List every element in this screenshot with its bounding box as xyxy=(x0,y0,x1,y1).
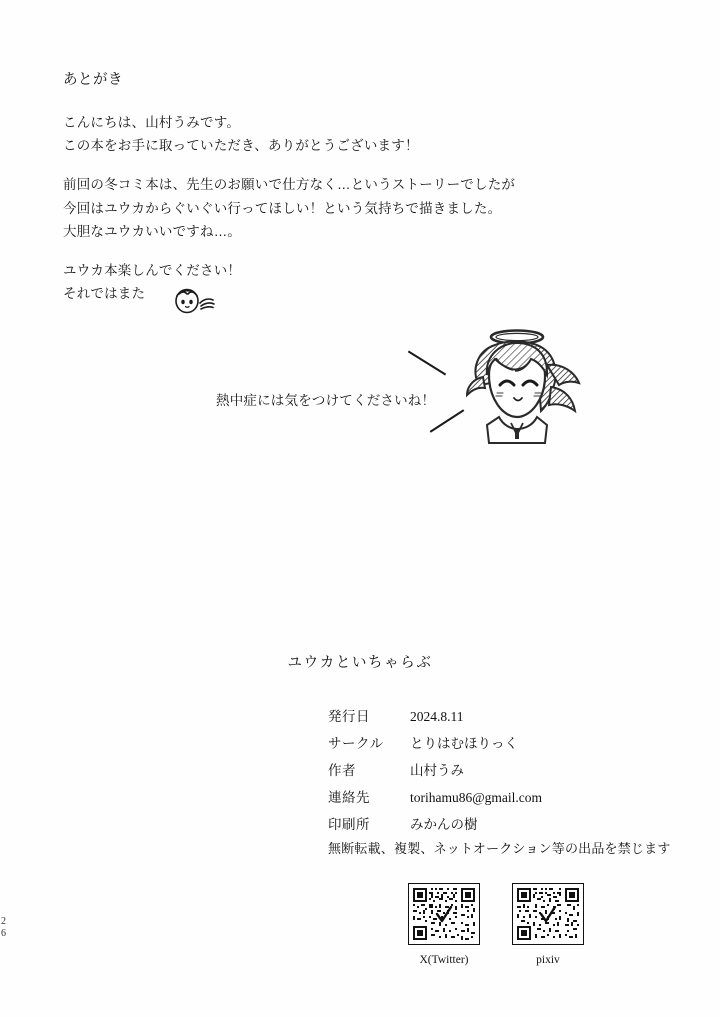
colophon-value-email: torihamu86@gmail.com xyxy=(410,789,543,805)
colophon-row xyxy=(328,736,668,753)
colophon-table xyxy=(328,709,668,843)
colophon-row xyxy=(328,763,668,780)
afterword-line: この本をお手に取っていただき、ありがとうございます！ xyxy=(63,138,419,154)
colophon-key: 作者 xyxy=(328,762,356,778)
afterword-line: 大胆なユウカいいですね…。 xyxy=(63,223,242,239)
afterword-line: それではまた xyxy=(63,286,146,302)
afterword-line: こんにちは、山村うみです。 xyxy=(63,115,241,130)
heat-warning-text: 熱中症には気をつけてくださいね！ xyxy=(216,393,436,408)
check-icon xyxy=(539,906,557,924)
colophon-value: 2024.8.11 xyxy=(410,709,464,724)
colophon-title: ユウカといちゃらぶ xyxy=(287,655,433,671)
afterword-section xyxy=(63,68,653,324)
page-number-digit-bottom: 6 xyxy=(1,927,6,939)
afterword-line: ユウカ本楽しんでください！ xyxy=(63,263,242,279)
afterword-line: 今回はユウカからぐいぐい行ってほしい！という気持ちで描きました。 xyxy=(63,200,502,216)
afterword-paragraph-3 xyxy=(63,259,653,305)
colophon-value: 山村うみ xyxy=(410,762,464,778)
colophon-row xyxy=(328,709,668,726)
small-chibi-doodle-icon xyxy=(170,285,216,315)
qr-pixiv[interactable] xyxy=(512,883,584,966)
speed-line-icon xyxy=(408,350,446,375)
colophon-key: 印刷所 xyxy=(328,816,370,832)
page-number-digit-top: 2 xyxy=(1,916,6,927)
qr-label: pixiv xyxy=(536,954,560,966)
check-icon xyxy=(435,906,453,924)
colophon-key: 連絡先 xyxy=(328,789,370,805)
copyright-notice: 無断転載、複製、ネットオークション等の出品を禁じます xyxy=(328,841,671,856)
colophon-key: 発行日 xyxy=(328,709,370,724)
qr-label: X(Twitter) xyxy=(419,954,469,966)
page-number xyxy=(1,916,6,939)
qr-code-image[interactable] xyxy=(512,883,584,945)
colophon-key: サークル xyxy=(328,735,384,751)
colophon-value: みかんの樹 xyxy=(410,816,478,832)
colophon-value: とりはむほりっく xyxy=(410,735,518,751)
qr-code-image[interactable] xyxy=(408,883,480,945)
afterword-paragraph-2 xyxy=(63,173,653,243)
qr-code-group xyxy=(408,883,584,966)
colophon-row xyxy=(328,817,668,834)
qr-x-twitter[interactable] xyxy=(408,883,480,966)
colophon-row xyxy=(328,790,668,807)
afterword-line: 前回の冬コミ本は、先生のお願いで仕方なく…というストーリーでしたが xyxy=(63,177,516,193)
afterword-paragraph-1 xyxy=(63,111,653,157)
afterword-heading: あとがき xyxy=(63,72,123,88)
chibi-character-face-illustration xyxy=(455,325,590,450)
